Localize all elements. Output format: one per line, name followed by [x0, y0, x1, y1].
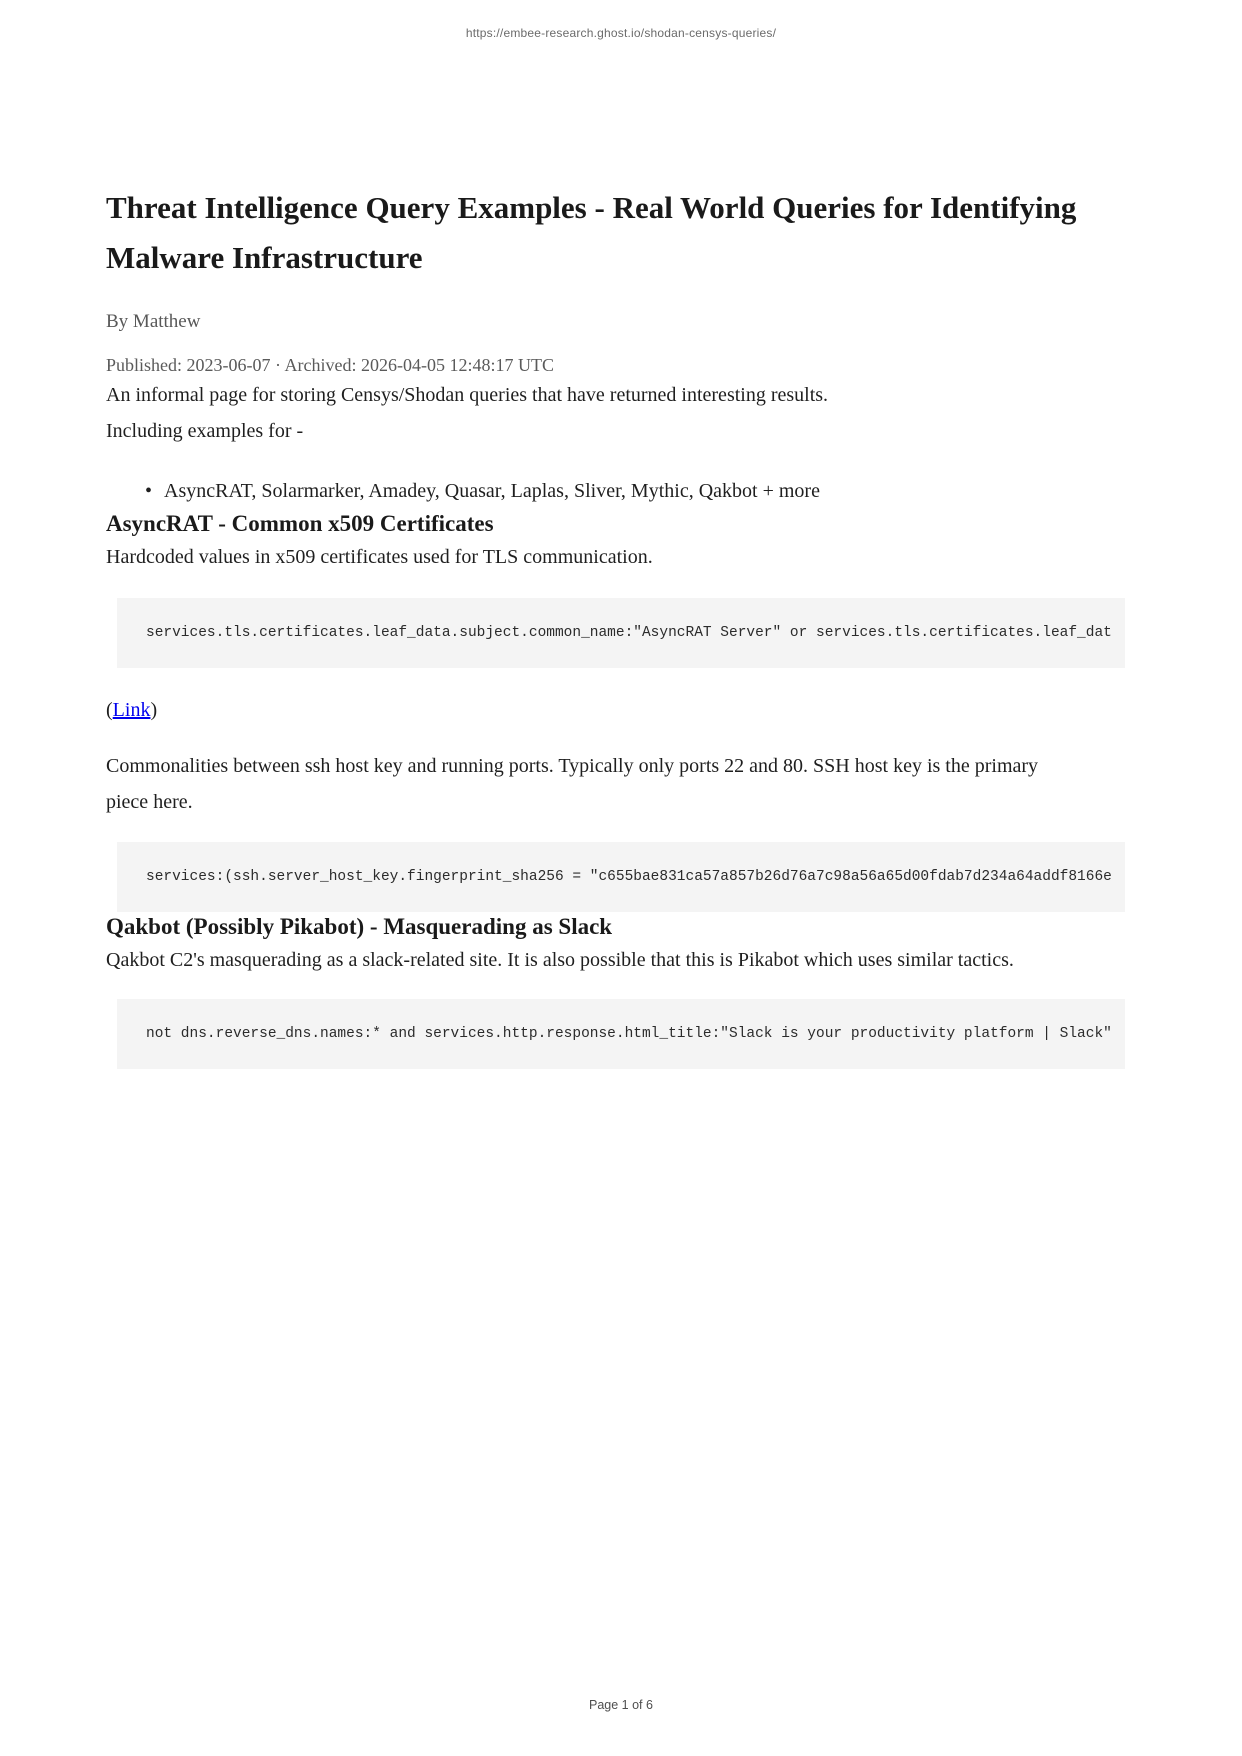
qakbot-description: Qakbot C2's masquerading as a slack-related site. It is also possible that this is Pikabot which uses similar tactics. — [106, 949, 1014, 971]
code-text-ssh-fingerprint: services:(ssh.server_host_key.fingerprint_sha256 = "c655bae831ca57a857b26d76a7c98a56a65d00fdab7d234a64addf8166e — [146, 869, 1112, 885]
code-block-qakbot-slack — [117, 999, 1125, 1069]
author-byline: By Matthew — [106, 311, 201, 332]
link-paren-open: ( — [106, 699, 113, 721]
link-paragraph — [106, 692, 1142, 728]
code-block-ssh-fingerprint — [117, 842, 1125, 912]
section-heading-asyncrat: AsyncRAT - Common x509 Certificates — [106, 511, 494, 536]
published-archived-meta: Published: 2023-06-07 · Archived: 2026-04-05 12:48:17 UTC — [106, 355, 554, 375]
article-content — [106, 0, 1142, 1069]
code-block-asyncrat-cert — [117, 598, 1125, 668]
bullet-icon: • — [145, 480, 153, 502]
asyncrat-description: Hardcoded values in x509 certificates used for TLS communication. — [106, 546, 653, 568]
page-title: Threat Intelligence Query Examples - Real World Queries for Identifying Malware Infrastructure — [106, 190, 1077, 275]
code-text-asyncrat-cert: services.tls.certificates.leaf_data.subject.common_name:"AsyncRAT Server" or services.tls.certificates.leaf_dat — [146, 625, 1112, 641]
source-url-header: https://embee-research.ghost.io/shodan-censys-queries/ — [465, 26, 777, 40]
malware-list-text: AsyncRAT, Solarmarker, Amadey, Quasar, Laplas, Sliver, Mythic, Qakbot + more — [164, 480, 820, 502]
code-text-qakbot-slack: not dns.reverse_dns.names:* and services.http.response.html_title:"Slack is your productivity platform | Slack" — [146, 1026, 1112, 1042]
page-number-footer: Page 1 of 6 — [589, 1698, 653, 1712]
link-paren-close: ) — [150, 699, 158, 721]
intro-paragraph: An informal page for storing Censys/Shodan queries that have returned interesting results. — [106, 384, 829, 406]
including-examples-paragraph: Including examples for - — [106, 420, 304, 442]
malware-list-item — [106, 473, 1142, 509]
ssh-host-key-description: Commonalities between ssh host key and running ports. Typically only ports 22 and 80. SSH host key is the primary piece here. — [106, 755, 1039, 813]
section-heading-qakbot: Qakbot (Possibly Pikabot) - Masquerading as Slack — [106, 914, 613, 939]
reference-link[interactable]: Link — [112, 699, 151, 721]
